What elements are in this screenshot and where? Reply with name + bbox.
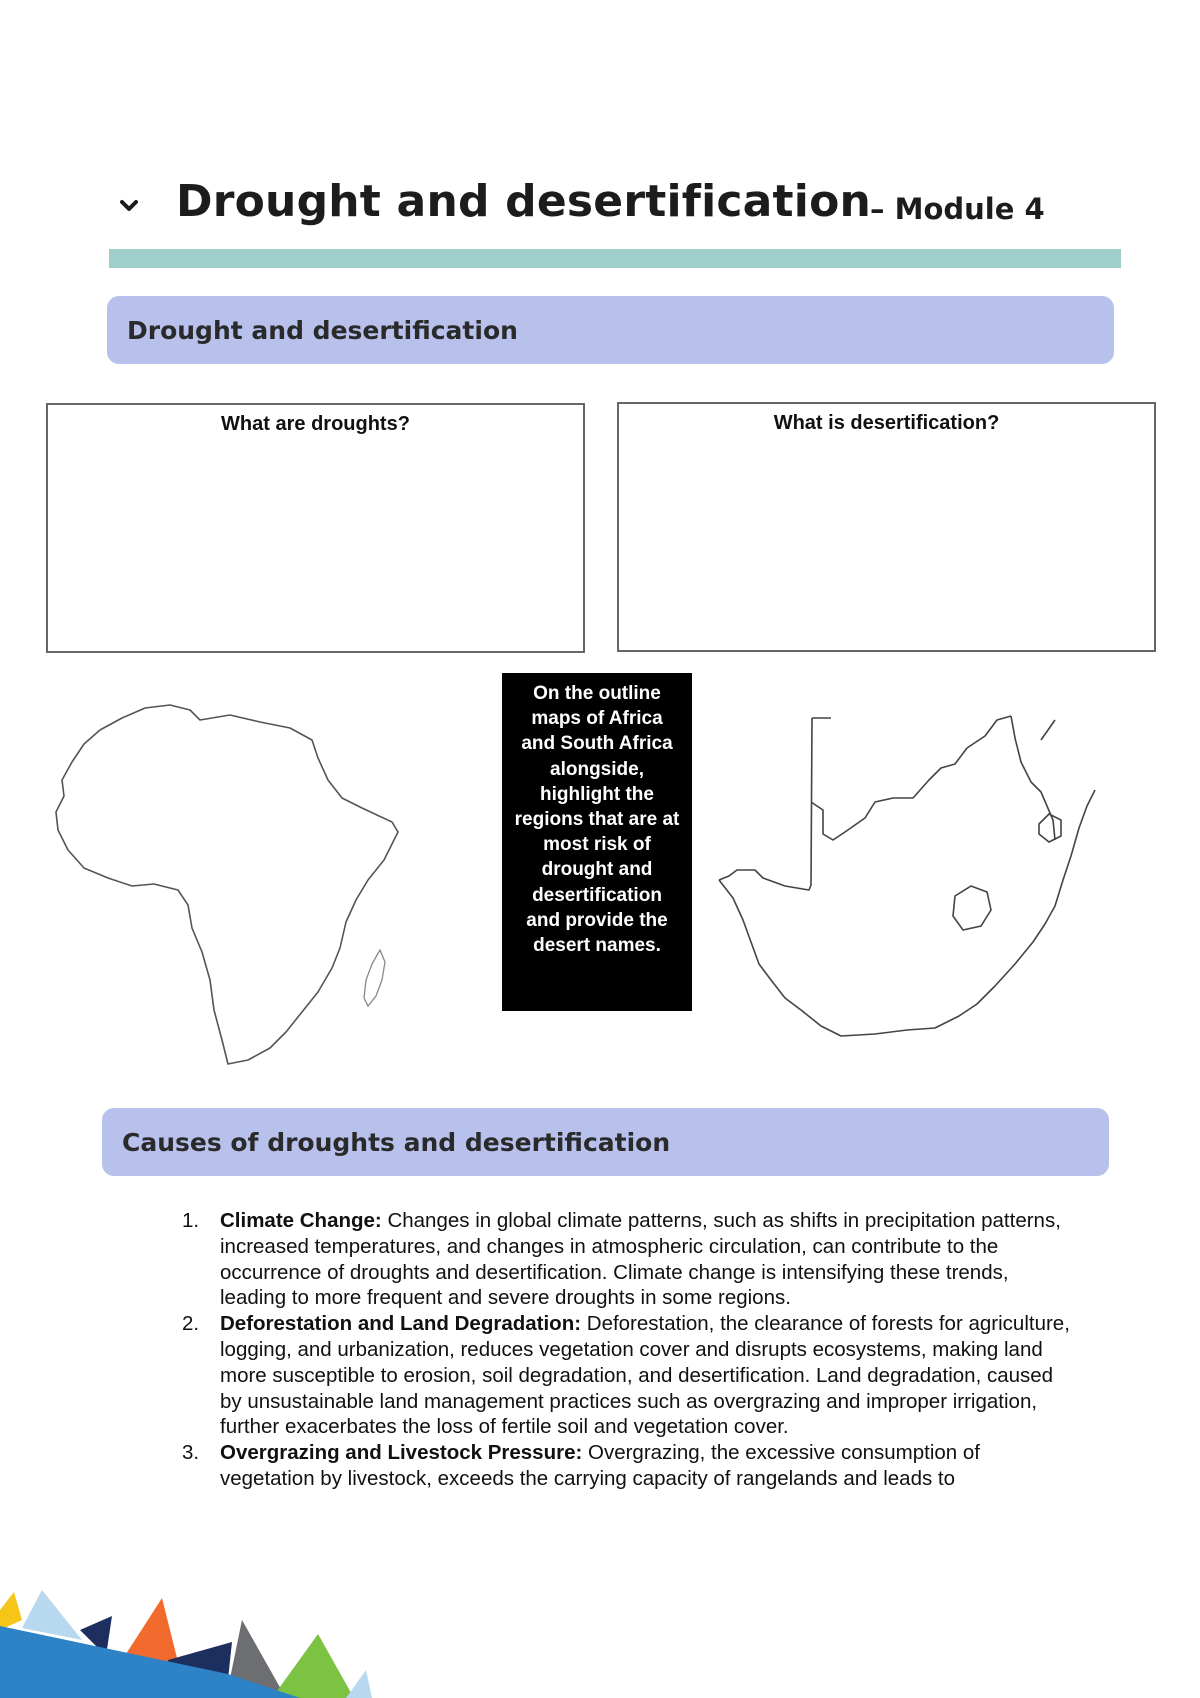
instruction-box: On the outline maps of Africa and South Africa alongside, highlight the regions that are at most risk of drought and desertification and provide the desert names. [502, 673, 692, 1011]
africa-coastline [56, 705, 398, 1064]
east-border [1011, 716, 1055, 840]
south-africa-outline-map[interactable] [715, 710, 1105, 1050]
list-number: 1. [182, 1209, 200, 1232]
footer-shape-yellow [0, 1592, 22, 1630]
lesotho-outline [953, 886, 991, 930]
footer-decoration [0, 1590, 400, 1698]
page-header [118, 176, 1118, 236]
page-title: Drought and desertification [176, 176, 872, 227]
footer-shape-light-blue-2 [346, 1670, 372, 1698]
module-label: – Module 4 [870, 192, 1045, 226]
section-heading: Causes of droughts and desertification [122, 1127, 671, 1157]
list-text: Changes in global climate patterns, such as shifts in precipitation patterns, increased temperatures, and changes in atmospheric circulation, can contribute to the occurrence of droughts and desertification. Climate change is intensifying these trends, leading to more frequent and severe droughts in some regions. [220, 1209, 1061, 1310]
list-term: Deforestation and Land Degradation: [220, 1312, 582, 1336]
section-heading: Drought and desertification [127, 315, 518, 345]
footer-shape-green [272, 1634, 354, 1698]
section-header-drought [107, 296, 1114, 364]
answer-box-desertification[interactable] [617, 402, 1156, 652]
list-number: 2. [182, 1312, 200, 1336]
list-text: Deforestation, the clearance of forests for agriculture, logging, and urbanization, reduces vegetation cover and disrupts ecosystems, making land more susceptible to erosion, soil degradation, and desertification. Land degradation, caused by unsustainable land management practices such as overgrazing and improper irrigation, further exacerbates the loss of fertile soil and vegetation cover. [220, 1312, 1070, 1439]
answer-box-droughts[interactable] [46, 403, 585, 653]
list-term: Climate Change: [220, 1209, 382, 1232]
list-text: Overgrazing, the excessive consumption of vegetation by livestock, exceeds the carrying capacity of rangelands and leads to [220, 1441, 980, 1490]
answer-box-title: What are droughts? [221, 413, 410, 435]
footer-shape-light-blue [22, 1590, 82, 1640]
title-underline [109, 249, 1121, 268]
chevron-down-icon[interactable] [118, 198, 140, 214]
mozambique-border [1041, 720, 1055, 740]
list-item [180, 1208, 1080, 1311]
causes-list [180, 1208, 1080, 1492]
north-border [811, 716, 1011, 840]
list-item [180, 1311, 1080, 1440]
africa-outline-map[interactable] [50, 700, 410, 1070]
eswatini-outline [1039, 814, 1061, 842]
answer-box-title: What is desertification? [773, 412, 1000, 434]
madagascar-outline [364, 950, 385, 1006]
list-number: 3. [182, 1441, 200, 1465]
list-item [180, 1440, 1080, 1492]
section-header-causes [102, 1108, 1109, 1176]
list-term: Overgrazing and Livestock Pressure: [220, 1441, 583, 1465]
